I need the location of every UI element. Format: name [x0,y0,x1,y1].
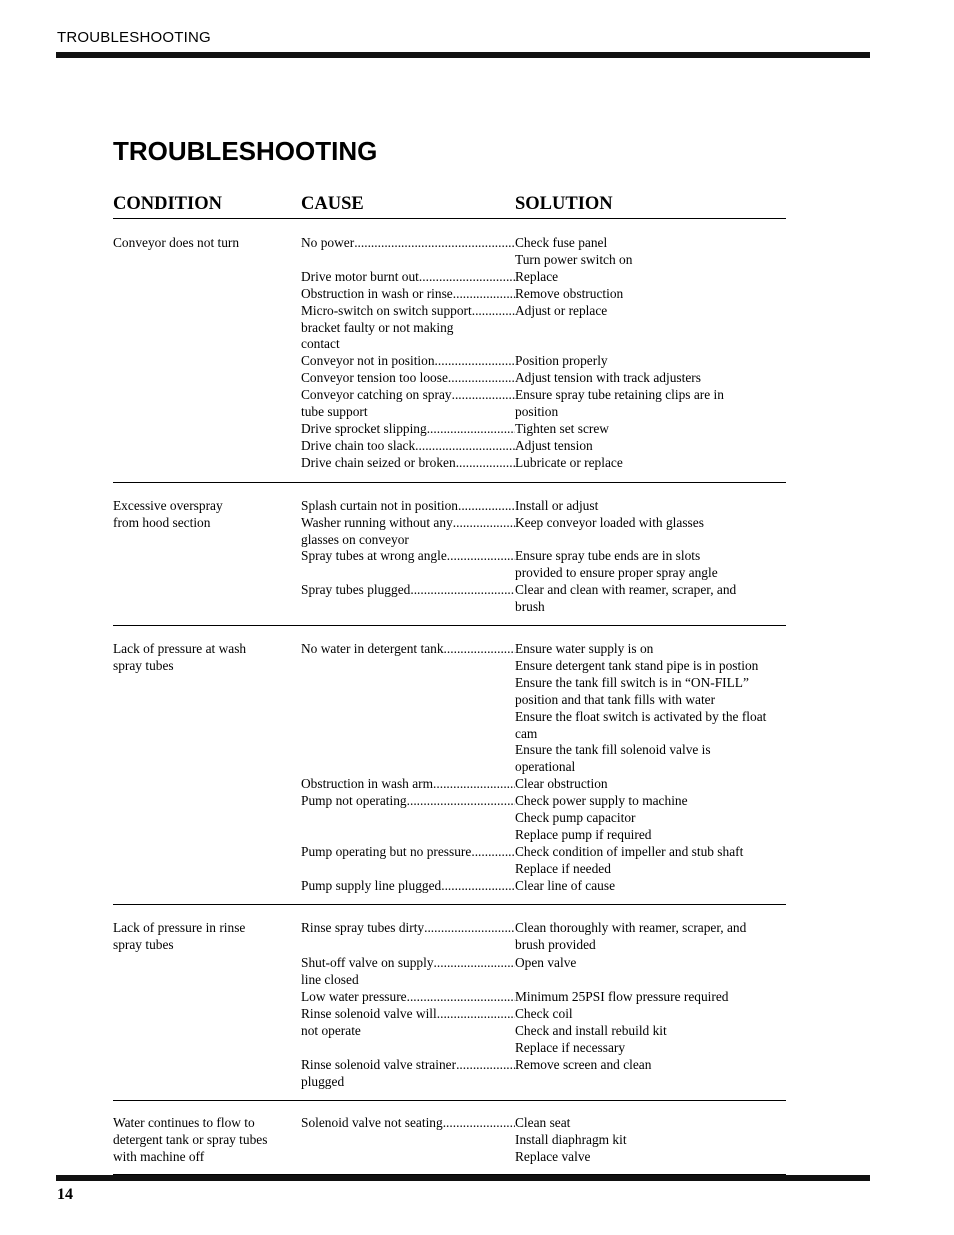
solution-cell [515,641,786,776]
cause-text: tube support [301,404,368,420]
solution-cell [515,498,786,515]
cause-cell [301,303,515,354]
cause-cell [301,989,515,1006]
table-row [301,353,786,370]
solution-cell [515,844,786,878]
condition-text: spray tubes [113,936,174,952]
solution-text: Lubricate or replace [515,454,623,470]
solution-text: Install diaphragm kit [515,1131,627,1147]
cause-cell [301,1006,515,1057]
solution-text: Tighten set screw [515,420,609,436]
dot-leader [456,1057,515,1074]
cause-cell [301,920,515,954]
cause-text: Solenoid valve not seating [301,1114,443,1130]
solution-text: provided to ensure proper spray angle [515,565,718,581]
cause-solution-list [301,235,786,472]
troubleshooting-table [113,194,786,1176]
cause-text: Pump not operating [301,793,407,809]
solution-text: Check and install rebuild kit [515,1023,667,1039]
dot-leader [441,878,515,895]
solution-text: Ensure detergent tank stand pipe is in postion [515,657,759,673]
footer-rule [56,1175,870,1181]
dot-leader [458,498,515,515]
solution-text: Position properly [515,353,608,369]
cause-text: Shut-off valve on supply [301,955,434,971]
cause-text: Drive chain too slack [301,437,416,453]
dot-leader [407,793,515,810]
condition-text: spray tubes [113,657,174,673]
solution-text: Clear and clean with reamer, scraper, and [515,582,737,598]
cause-cell [301,641,515,776]
solution-text: Ensure spray tube retaining clips are in [515,387,724,403]
page-title: TROUBLESHOOTING [113,136,378,166]
table-row [301,1115,786,1166]
condition-text: Conveyor does not turn [113,235,240,250]
cause-text: Drive motor burnt out [301,268,419,284]
dot-leader [435,353,515,370]
table-row [301,286,786,303]
solution-text: Install or adjust [515,497,599,513]
solution-text: Check power supply to machine [515,793,688,809]
table-row [301,878,786,895]
cause-text: No power [301,235,355,250]
page-number: 14 [57,1186,73,1203]
cause-text: Drive chain seized or broken [301,454,456,470]
solution-text: brush [515,599,545,615]
solution-text: Turn power switch on [515,251,633,267]
cause-text: Drive sprocket slipping [301,420,427,436]
dot-leader [410,582,515,599]
dot-leader [472,303,515,320]
header-rule [56,52,870,58]
dot-leader [407,989,515,1006]
table-row [301,844,786,878]
dot-leader [448,370,515,387]
cause-text: Pump supply line plugged [301,877,442,893]
cause-cell [301,582,515,616]
solution-text: brush provided [515,936,596,952]
cause-text: Obstruction in wash arm [301,776,434,792]
solution-text: Ensure the tank fill switch is in “ON-FILL” [515,674,749,690]
column-header-cause: CAUSE [301,194,364,214]
table-row [301,498,786,515]
cause-text: Spray tubes plugged [301,582,411,598]
cause-cell [301,878,515,895]
table-section [113,219,786,483]
cause-text: Pump operating but no pressure [301,843,472,859]
solution-cell [515,955,786,989]
column-header-solution: SOLUTION [515,194,613,214]
solution-cell [515,920,786,954]
table-row [301,776,786,793]
table-section [113,1101,786,1177]
dot-leader [354,235,515,252]
solution-cell [515,1115,786,1166]
solution-text: Remove screen and clean [515,1056,652,1072]
solution-cell [515,1006,786,1057]
cause-cell [301,776,515,793]
solution-text: Ensure water supply is on [515,641,654,657]
solution-text: Check pump capacitor [515,810,636,826]
solution-text: cam [515,725,538,741]
solution-cell [515,793,786,844]
condition-cell [113,498,288,532]
solution-cell [515,370,786,387]
cause-text: Conveyor tension too loose [301,370,448,386]
cause-text: contact [301,336,340,352]
solution-text: operational [515,759,576,775]
dot-leader [471,844,515,861]
condition-cell [113,920,288,954]
solution-text: position and that tank fills with water [515,691,716,707]
solution-text: Replace valve [515,1148,591,1164]
cause-text: Splash curtain not in position [301,497,458,513]
condition-text: Lack of pressure in rinse [113,919,246,935]
cause-cell [301,370,515,387]
table-row [301,370,786,387]
cause-cell [301,1115,515,1166]
solution-text: Check condition of impeller and stub shaft [515,843,744,859]
solution-text: Adjust tension [515,437,593,453]
solution-text: Adjust or replace [515,302,608,318]
cause-cell [301,286,515,303]
solution-text: Replace if needed [515,860,611,876]
cause-cell [301,421,515,438]
dot-leader [456,455,515,472]
cause-text: bracket faulty or not making [301,319,454,335]
solution-cell [515,353,786,370]
solution-text: Minimum 25PSI flow pressure required [515,989,729,1005]
cause-solution-list [301,920,786,1091]
cause-solution-list [301,641,786,895]
cause-cell [301,235,515,269]
cause-text: Washer running without any [301,514,453,530]
solution-text: Remove obstruction [515,285,624,301]
table-row [301,582,786,616]
dot-leader [437,1006,515,1023]
condition-text: with machine off [113,1148,205,1164]
solution-text: Adjust tension with track adjusters [515,370,701,386]
cause-text: No water in detergent tank [301,641,444,657]
solution-cell [515,269,786,286]
solution-text: Check fuse panel [515,235,608,250]
condition-cell [113,235,288,252]
cause-text: Micro-switch on switch support [301,302,472,318]
running-header: TROUBLESHOOTING [57,29,211,46]
solution-text: Replace pump if required [515,827,652,842]
condition-text: Water continues to flow to [113,1114,255,1130]
solution-cell [515,455,786,472]
table-row [301,1006,786,1057]
dot-leader [453,286,515,303]
table-row [301,793,786,844]
solution-cell [515,387,786,421]
table-section [113,626,786,905]
table-row [301,455,786,472]
solution-cell [515,438,786,455]
solution-cell [515,548,786,582]
solution-text: Open valve [515,955,577,971]
table-body [113,219,786,1176]
solution-text: Ensure the tank fill solenoid valve is [515,742,711,758]
cause-text: plugged [301,1073,345,1089]
solution-cell [515,515,786,549]
condition-text: Lack of pressure at wash [113,641,247,657]
table-row [301,438,786,455]
solution-cell [515,776,786,793]
table-row [301,1057,786,1091]
cause-text: Rinse solenoid valve will [301,1006,437,1022]
solution-cell [515,878,786,895]
solution-text: Clear obstruction [515,776,608,792]
table-row [301,303,786,354]
cause-text: glasses on conveyor [301,531,409,547]
dot-leader [427,421,515,438]
cause-cell [301,844,515,878]
solution-cell [515,235,786,269]
cause-cell [301,455,515,472]
dot-leader [444,641,515,658]
dot-leader [433,776,515,793]
table-row [301,548,786,582]
dot-leader [452,387,515,404]
solution-text: Ensure the float switch is activated by the float [515,708,767,724]
condition-text: detergent tank or spray tubes [113,1131,268,1147]
cause-text: line closed [301,972,359,988]
table-row [301,421,786,438]
solution-text: Replace if necessary [515,1039,626,1055]
cause-solution-list [301,498,786,616]
solution-text: Clear line of cause [515,877,616,893]
dot-leader [447,548,515,565]
solution-text: Check coil [515,1006,573,1022]
column-header-condition: CONDITION [113,194,222,214]
solution-cell [515,1057,786,1091]
dot-leader [424,920,515,937]
table-row [301,387,786,421]
table-row [301,641,786,776]
solution-text: Replace [515,268,559,284]
cause-cell [301,793,515,844]
cause-cell [301,353,515,370]
solution-cell [515,582,786,616]
table-section [113,905,786,1101]
dot-leader [415,438,515,455]
cause-text: Spray tubes at wrong angle [301,548,447,564]
cause-cell [301,498,515,515]
dot-leader [443,1115,515,1132]
condition-cell [113,641,288,675]
solution-text: Ensure spray tube ends are in slots [515,548,701,564]
table-row [301,269,786,286]
table-row [301,989,786,1006]
table-section [113,483,786,626]
dot-leader [453,515,515,532]
table-row [301,515,786,549]
cause-solution-list [301,1115,786,1166]
table-row [301,955,786,989]
dot-leader [434,955,515,972]
solution-text: position [515,404,559,420]
cause-cell [301,515,515,549]
cause-text: Conveyor not in position [301,353,435,369]
cause-cell [301,438,515,455]
cause-cell [301,1057,515,1091]
table-row [301,235,786,269]
solution-cell [515,303,786,354]
cause-text: Rinse solenoid valve strainer [301,1056,457,1072]
cause-text: Rinse spray tubes dirty [301,919,425,935]
cause-text: Low water pressure [301,989,407,1005]
cause-cell [301,269,515,286]
solution-text: Clean thoroughly with reamer, scraper, and [515,919,747,935]
table-row [301,920,786,954]
cause-cell [301,955,515,989]
table-header-row [113,194,786,219]
cause-text: not operate [301,1023,361,1039]
solution-text: Keep conveyor loaded with glasses [515,514,704,530]
solution-cell [515,989,786,1006]
condition-text: Excessive overspray [113,497,223,513]
dot-leader [419,269,515,286]
cause-text: Conveyor catching on spray [301,387,452,403]
cause-cell [301,548,515,582]
solution-cell [515,421,786,438]
cause-cell [301,387,515,421]
solution-cell [515,286,786,303]
cause-text: Obstruction in wash or rinse [301,285,453,301]
condition-cell [113,1115,288,1166]
condition-text: from hood section [113,514,211,530]
solution-text: Clean seat [515,1114,571,1130]
